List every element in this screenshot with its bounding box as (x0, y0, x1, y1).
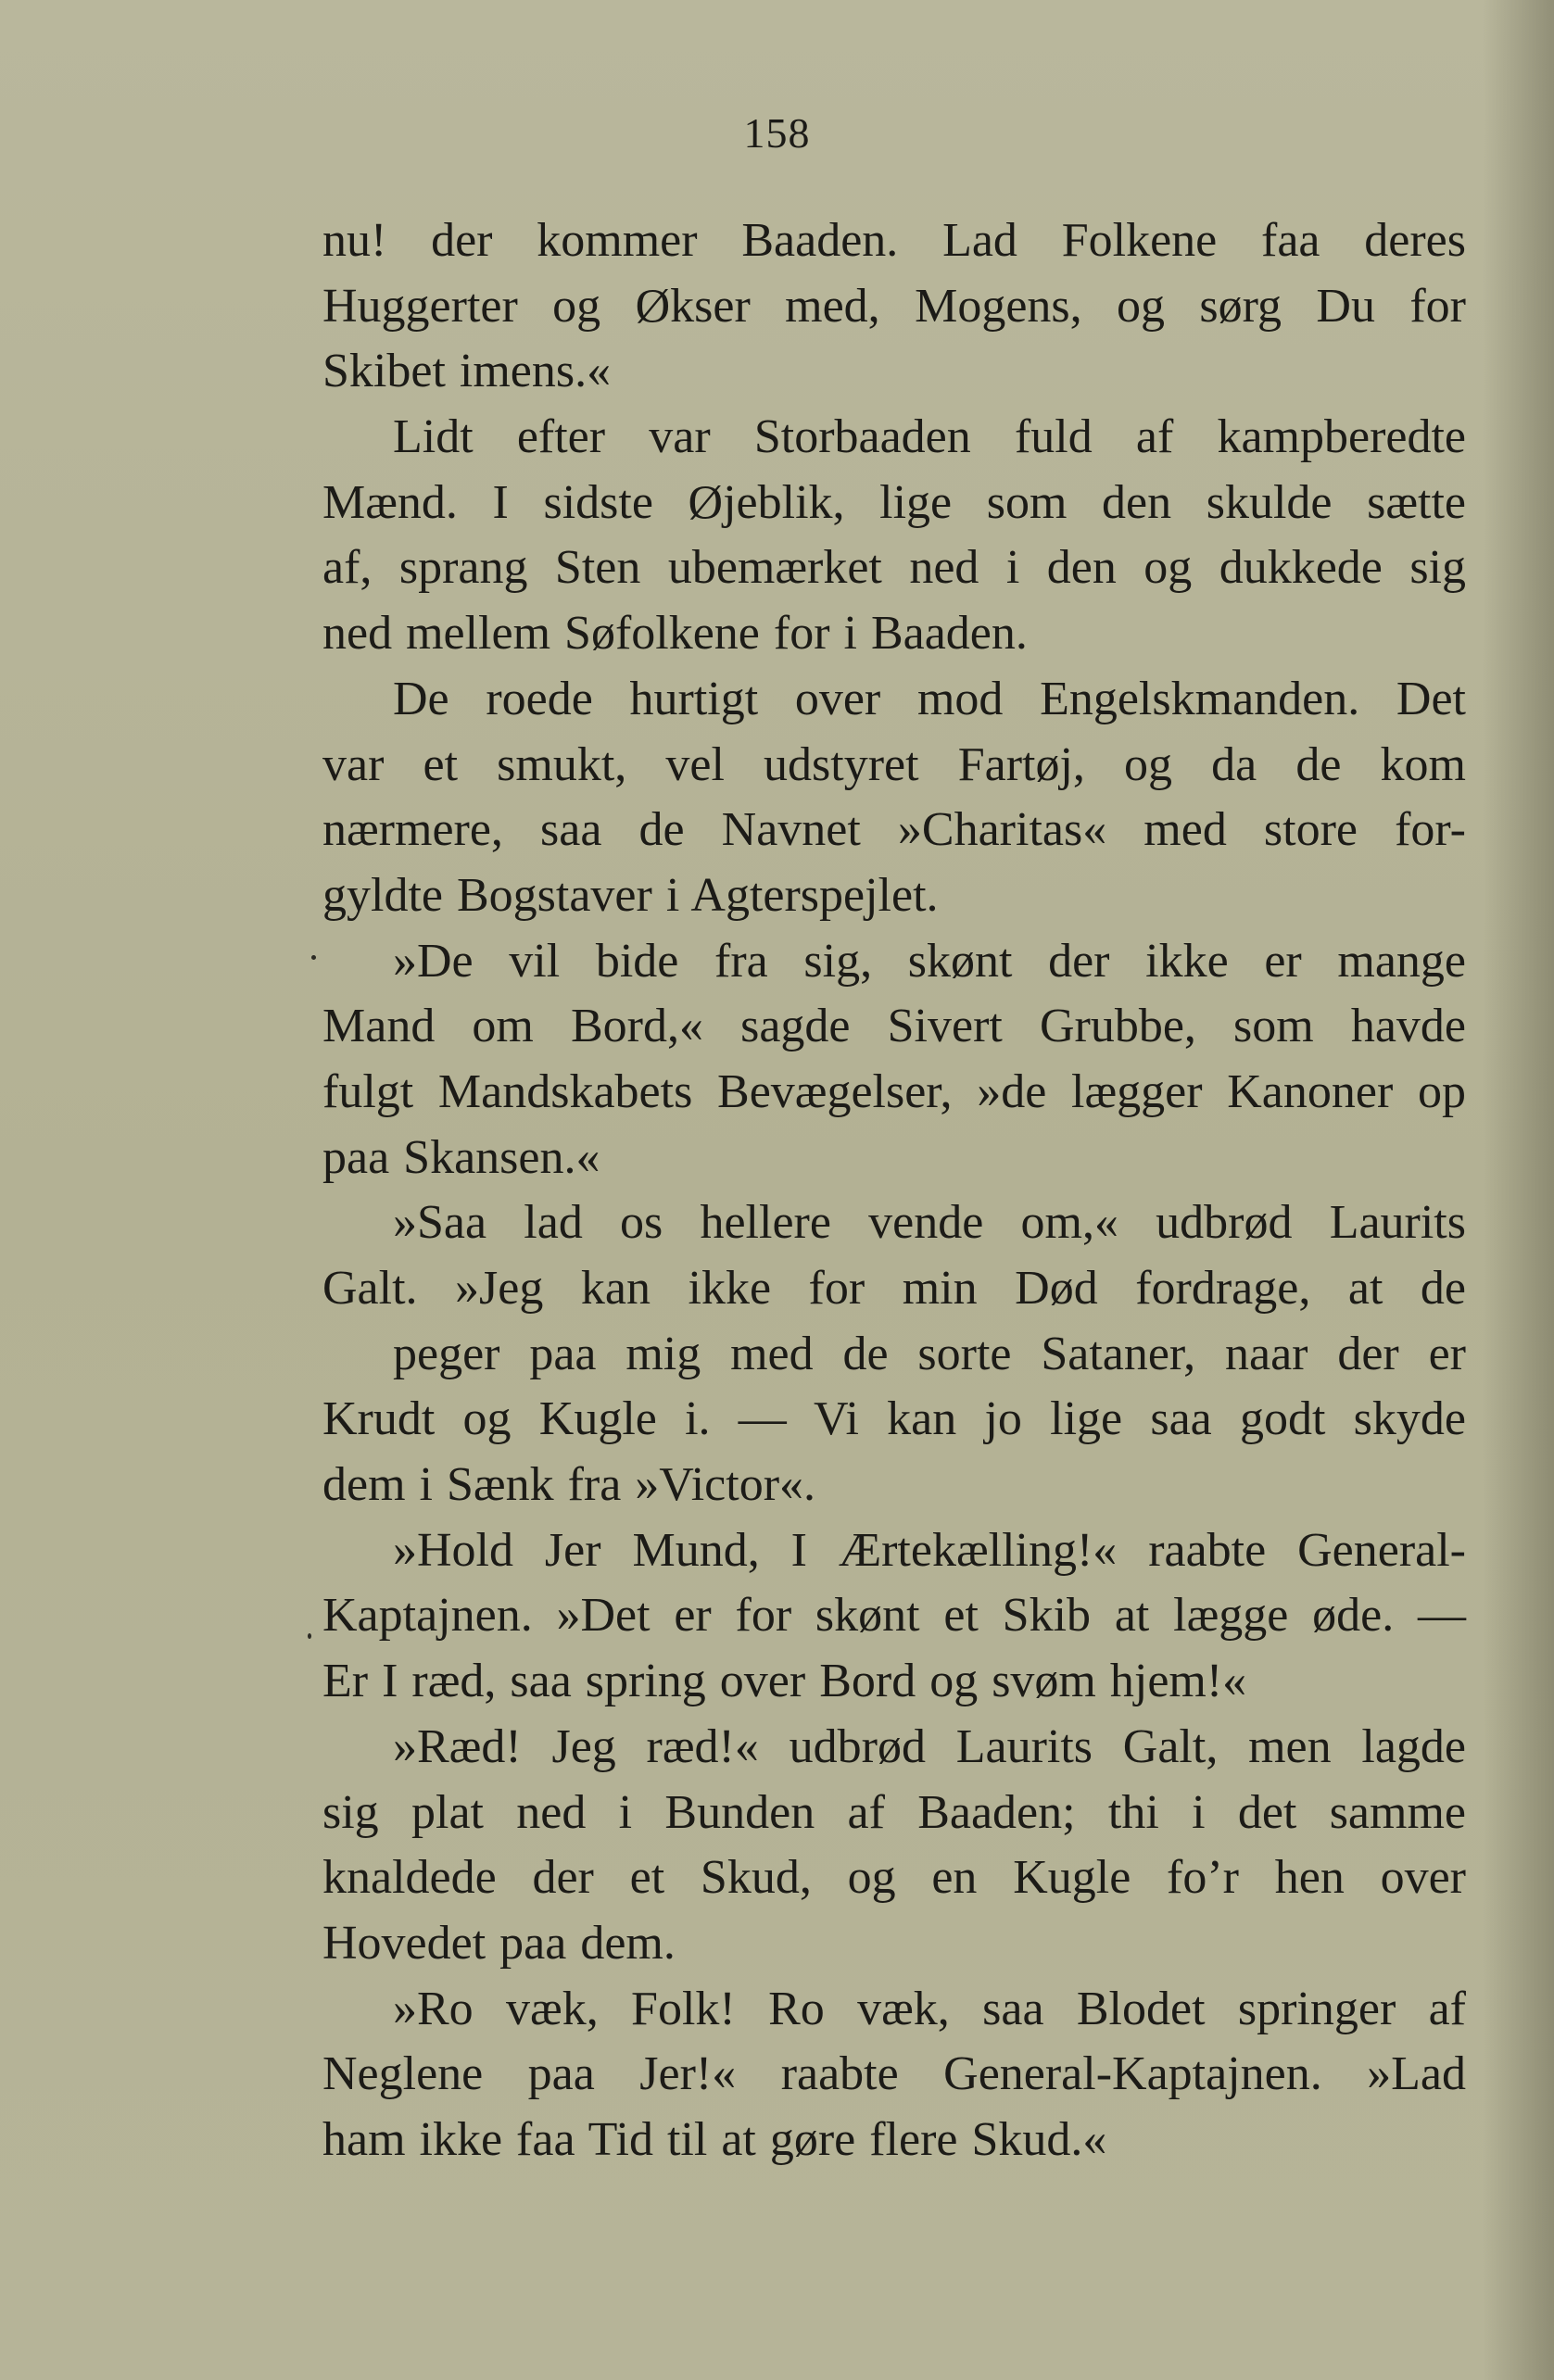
text-line: Kaptajnen. »Det er for skønt et Skib at lægge øde. — (322, 1589, 1466, 1643)
text-line: »Hold Jer Mund, I Ærtekælling!« raabte General- (393, 1523, 1466, 1577)
print-speck (308, 1633, 311, 1639)
text-line: sig plat ned i Bunden af Baaden; thi i det samme (322, 1785, 1466, 1839)
text-line: Er I ræd, saa spring over Bord og svøm hjem!« (322, 1655, 1247, 1708)
text-line: Skibet imens.« (322, 345, 612, 398)
text-line: peger paa mig med de sorte Sataner, naar der er (393, 1327, 1466, 1380)
text-line: Lidt efter var Storbaaden fuld af kampberedte (393, 410, 1466, 464)
text-line: nu! der kommer Baaden. Lad Folkene faa deres (322, 214, 1466, 267)
text-line: »Ro væk, Folk! Ro væk, saa Blodet springer af (393, 1982, 1466, 2035)
text-line: »Ræd! Jeg ræd!« udbrød Laurits Galt, men lagde (393, 1719, 1466, 1773)
text-line: Huggerter og Økser med, Mogens, og sørg Du for (322, 279, 1466, 333)
text-line: Galt. »Jeg kan ikke for min Død fordrage, at de (322, 1262, 1466, 1315)
print-speck (311, 955, 316, 960)
text-line: Mand om Bord,« sagde Sivert Grubbe, som havde (322, 1000, 1466, 1053)
text-line: var et smukt, vel udstyret Fartøj, og da de kom (322, 737, 1466, 791)
text-line: De roede hurtigt over mod Engelskmanden. Det (393, 672, 1466, 725)
page-number: 158 (743, 109, 811, 157)
text-line: Mænd. I sidste Øjeblik, lige som den skulde sætte (322, 475, 1466, 529)
text-line: dem i Sænk fra »Victor«. (322, 1458, 816, 1512)
text-line: nærmere, saa de Navnet »Charitas« med store for- (322, 803, 1466, 857)
text-line: »De vil bide fra sig, skønt der ikke er mange (393, 934, 1466, 988)
text-line: Hovedet paa dem. (322, 1916, 676, 1970)
text-line: ham ikke faa Tid til at gøre flere Skud.« (322, 2112, 1107, 2166)
body-text (322, 208, 1466, 2173)
text-line: Neglene paa Jer!« raabte General-Kaptajnen. »Lad (322, 2047, 1466, 2101)
text-line: »Saa lad os hellere vende om,« udbrød Laurits (393, 1196, 1466, 1250)
text-line: af, sprang Sten ubemærket ned i den og dukkede sig (322, 541, 1466, 595)
text-line: fulgt Mandskabets Bevægelser, »de lægger Kanoner op (322, 1064, 1466, 1118)
text-line: paa Skansen.« (322, 1130, 600, 1184)
text-line: ned mellem Søfolkene for i Baaden. (322, 607, 1028, 661)
text-line: Krudt og Kugle i. — Vi kan jo lige saa godt skyde (322, 1392, 1466, 1446)
text-line: knaldede der et Skud, og en Kugle fo’r hen over (322, 1851, 1466, 1905)
text-line: gyldte Bogstaver i Agterspejlet. (322, 868, 939, 922)
